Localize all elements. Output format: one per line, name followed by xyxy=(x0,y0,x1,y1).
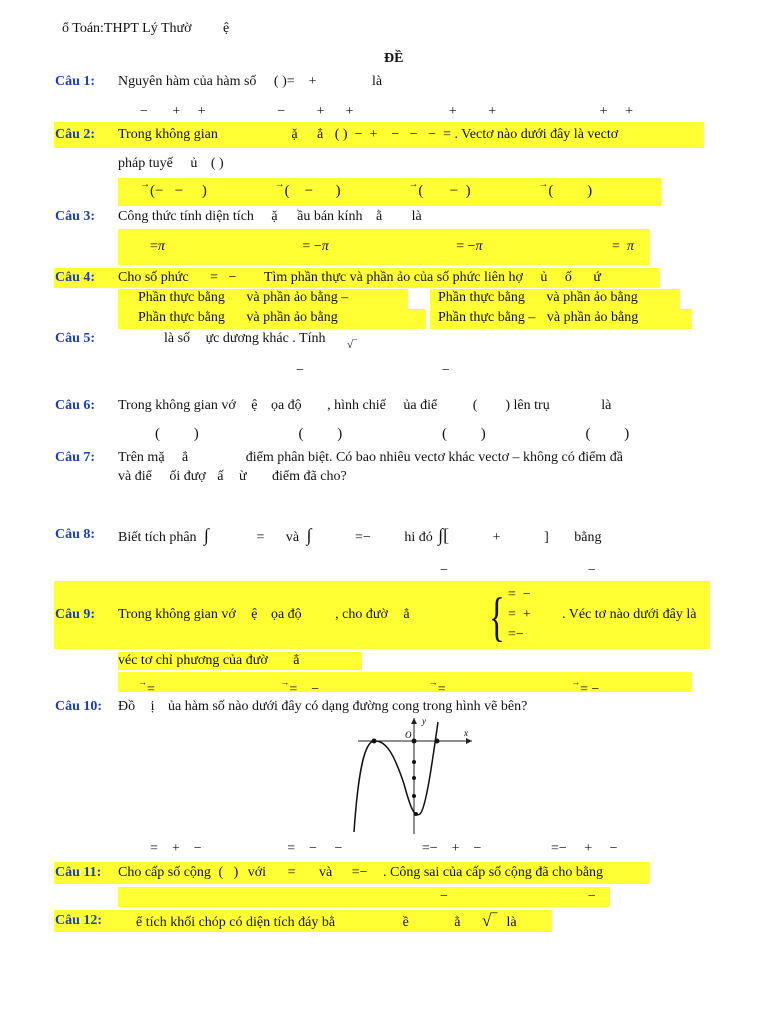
q4-option-d: Phần thực bằng – và phần ảo bằng xyxy=(438,310,639,325)
q4-text: Cho số phức = − Tìm phần thực và phần ảo của số phức liên hợ ủ ố ứ xyxy=(118,270,601,285)
q9-options: →= →= − →= →= − xyxy=(138,677,600,697)
q10-options: = + − = − − =− + − =− + − xyxy=(150,841,618,856)
q4-option-c: Phần thực bằng và phần ảo bằng xyxy=(138,310,338,325)
q11-text: Cho cấp số cộng ( ) với = và =− . Công sai của cấp số cộng đã cho bằng xyxy=(118,865,604,880)
exam-title: ĐỀ xyxy=(384,51,404,66)
q3-text: Công thức tính diện tích ặ ầu bán kính ằ là xyxy=(118,209,422,224)
q7-label: Câu 7: xyxy=(55,450,96,465)
q6-label: Câu 6: xyxy=(55,398,96,413)
q10-label: Câu 10: xyxy=(55,699,103,714)
curve xyxy=(354,722,438,832)
q3-options: =π = −π = −π = π xyxy=(150,239,634,254)
q9-line2: véc tơ chỉ phương của đườ ẳ xyxy=(118,653,300,668)
q8-text: Biết tích phân ∫ = và ∫ =− hi đó ∫[ + ] bằng xyxy=(118,525,602,545)
q2-text: Trong không gian ặ ẳ ( ) − + − − − = . Vectơ nào dưới đây là vectơ xyxy=(118,127,619,142)
q7-line2: và điể ối đượ ấ ừ điểm đã cho? xyxy=(118,469,347,484)
q4-label: Câu 4: xyxy=(55,270,96,285)
q2-line2: pháp tuyế ủ ( ) xyxy=(118,156,224,171)
x-axis-label: x xyxy=(464,728,468,738)
q8-label: Câu 8: xyxy=(55,527,96,542)
q11-label: Câu 11: xyxy=(55,865,102,880)
q4-option-a: Phần thực bằng và phần ảo bằng – xyxy=(138,290,349,305)
q5-label: Câu 5: xyxy=(55,331,96,346)
q1-text: Nguyên hàm của hàm số ( )= + là xyxy=(118,74,383,89)
q4-option-b: Phần thực bằng và phần ảo bằng xyxy=(438,290,638,305)
y-axis-label: y xyxy=(422,716,426,726)
q1-label: Câu 1: xyxy=(55,74,96,89)
point-origin xyxy=(412,739,417,744)
q2-label: Câu 2: xyxy=(55,127,96,142)
point-min xyxy=(414,812,418,816)
point-y1 xyxy=(412,760,416,764)
y-axis-arrow xyxy=(411,718,417,724)
q6-text: Trong không gian vớ ệ ọa độ , hình chiế ủa điể ( ) lên trụ là xyxy=(118,398,612,413)
q8-options: − − xyxy=(440,563,596,578)
q5-text: là số ực dương khác . Tính $_{√‾}$ xyxy=(164,331,357,351)
q10-text: Đồ ị ủa hàm số nào dưới đây có dạng đường cong trong hình vẽ bên? xyxy=(118,699,528,714)
q9-text: Trong không gian vớ ệ ọa độ , cho đườ ẳ xyxy=(118,607,410,622)
cubic-graph xyxy=(350,714,480,838)
q7-text: Trên mặ ẳ điểm phân biệt. Có bao nhiêu vectơ khác vectơ – không có điểm đầ xyxy=(118,450,623,465)
q6-options: ( ) ( ) ( ) ( ) xyxy=(155,426,630,442)
school-header: ổ Toán:THPT Lý Thườ ệ xyxy=(62,21,230,36)
q12-label: Câu 12: xyxy=(55,913,103,928)
point-max xyxy=(372,739,377,744)
q1-formula: ( )= + xyxy=(273,74,317,89)
x-axis-arrow xyxy=(466,738,472,744)
q12-text: ể tích khối chóp có diện tích đáy bằ ề ằ √‾ là xyxy=(136,911,517,930)
point-y2 xyxy=(412,776,416,780)
point-y3 xyxy=(412,794,416,798)
q2-options: →(− − ) →( − ) →( − ) →( ) xyxy=(140,179,593,199)
q1-options: − + + − + + + + + + xyxy=(140,104,633,119)
q9-system-brace: { xyxy=(489,587,505,647)
q11-options: − − xyxy=(440,889,596,904)
q9-label: Câu 9: xyxy=(55,607,96,622)
q3-label: Câu 3: xyxy=(55,209,96,224)
point-root xyxy=(435,739,440,744)
q9-tail: . Véc tơ nào dưới đây là xyxy=(562,607,697,622)
q9-system: = − = + =− xyxy=(508,587,531,642)
q5-options: − − xyxy=(296,363,450,378)
origin-label: O xyxy=(405,730,412,740)
